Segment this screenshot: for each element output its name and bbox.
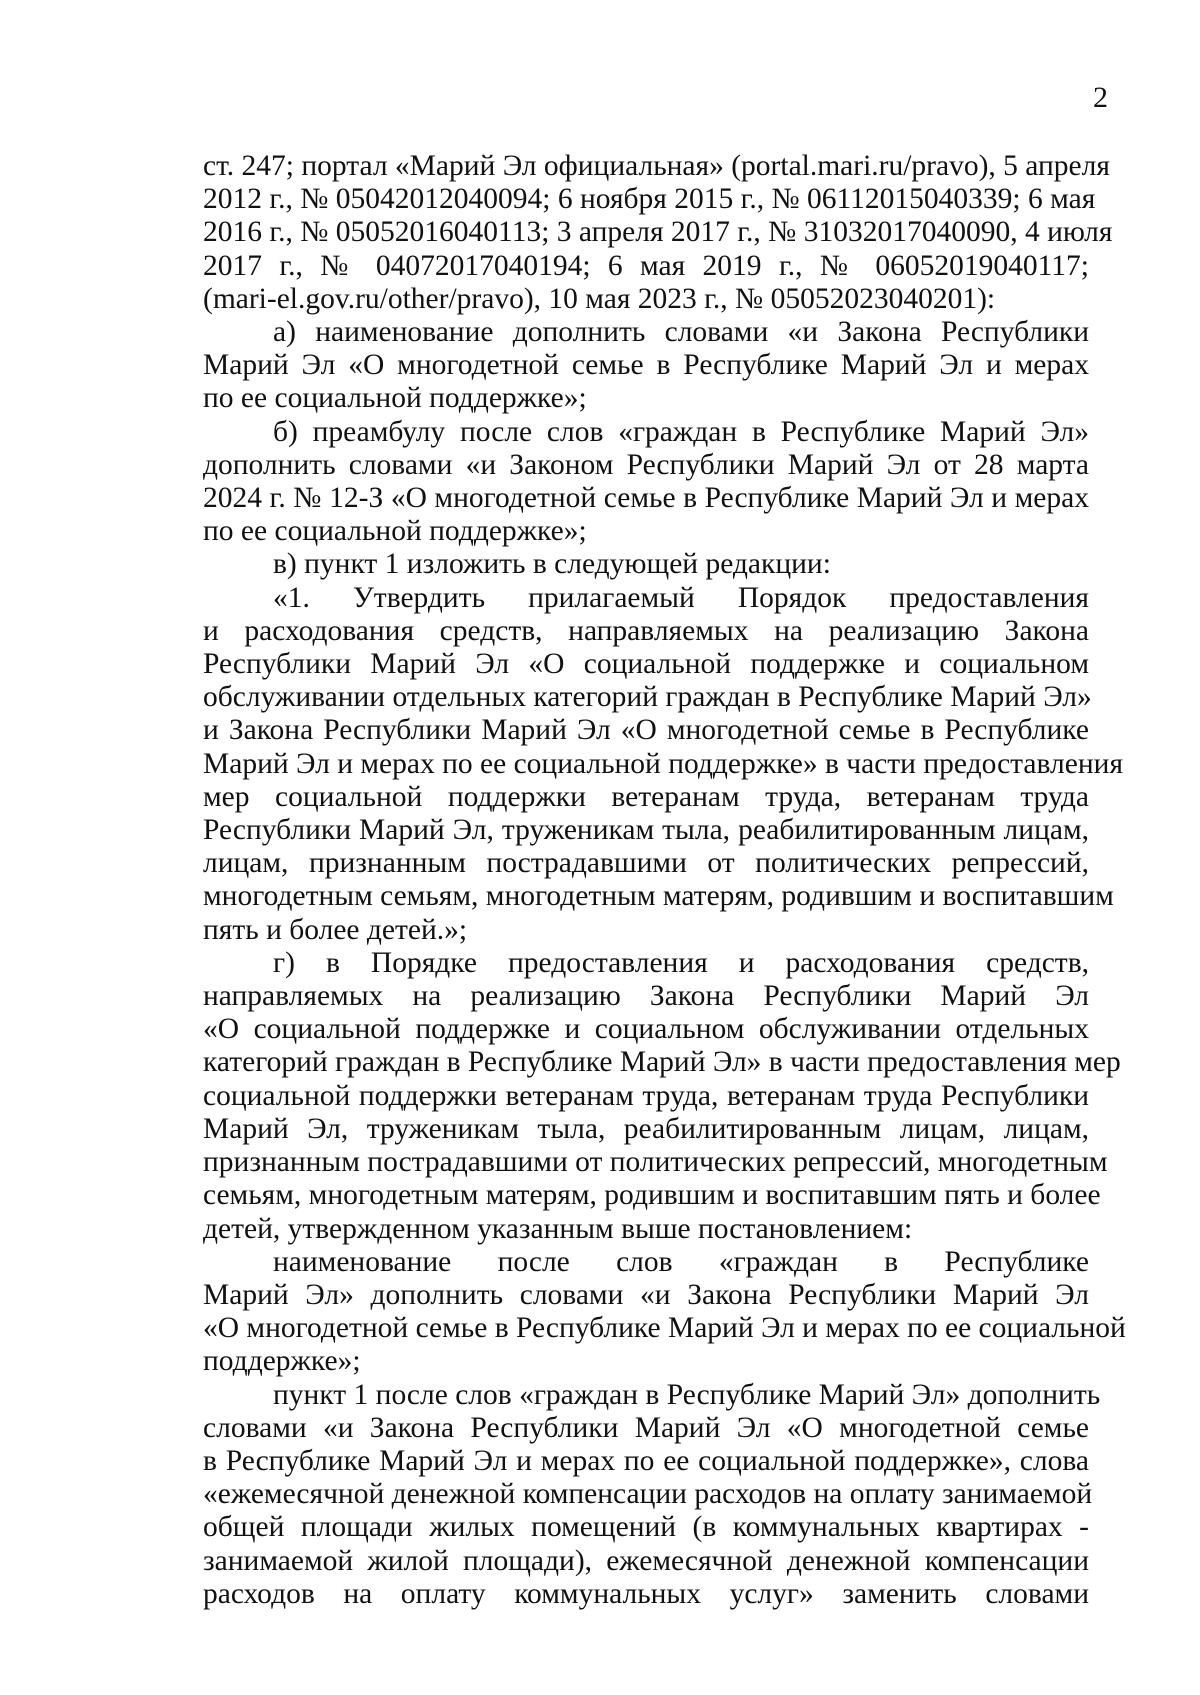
text-line: словами «и Закона Республики Марий Эл «О многодетной семье: [203, 1411, 1089, 1444]
text-line: Республики Марий Эл, труженикам тыла, реабилитированным лицам,: [203, 814, 1089, 847]
text-line: детей, утвержденном указанным выше постановлением:: [203, 1212, 913, 1245]
text-line: б) преамбулу после слов «граждан в Республике Марий Эл»: [273, 415, 1089, 448]
text-line: признанным пострадавшими от политических репрессий, многодетным: [203, 1146, 1108, 1179]
text-line: Республики Марий Эл «О социальной поддержке и социальном: [203, 648, 1089, 681]
text-line: «1. Утвердить прилагаемый Порядок предоставления: [273, 581, 1089, 614]
paragraph: [203, 416, 1089, 549]
text-line: категорий граждан в Республике Марий Эл» в части предоставления мер: [203, 1046, 1121, 1079]
text-line: Марий Эл и мерах по ее социальной поддержке» в части предоставления: [203, 747, 1124, 780]
text-line: 2016 г., № 05052016040113; 3 апреля 2017 г., № 31032017040090, 4 июля: [203, 216, 1113, 249]
page-number: 2: [1093, 81, 1108, 114]
document-body: [203, 150, 1126, 1611]
text-line: 2017 г., № 04072017040194; 6 мая 2019 г., № 06052019040117;: [203, 249, 1089, 282]
text-line: расходов на оплату коммунальных услуг» заменить словами: [203, 1577, 1089, 1610]
text-line: лицам, признанным пострадавшими от политических репрессий,: [203, 847, 1089, 880]
text-line: направляемых на реализацию Закона Республики Марий Эл: [203, 980, 1089, 1013]
text-line: поддержке»;: [203, 1345, 361, 1378]
text-line: пять и более детей.»;: [203, 913, 468, 946]
text-line: семьям, многодетным матерям, родившим и воспитавшим пять и более: [203, 1179, 1101, 1212]
text-line: Марий Эл» дополнить словами «и Закона Республики Марий Эл: [203, 1278, 1089, 1311]
text-line: «О многодетной семье в Республике Марий Эл и мерах по ее социальной: [203, 1312, 1126, 1345]
text-line: 2024 г. № 12-З «О многодетной семье в Республике Марий Эл и мерах: [203, 482, 1089, 515]
paragraph: [203, 581, 1124, 947]
text-line: «ежемесячной денежной компенсации расходов на оплату занимаемой: [203, 1478, 1093, 1511]
paragraph: [203, 150, 1113, 316]
text-line: в Республике Марий Эл и мерах по ее социальной поддержке», слова: [203, 1444, 1089, 1477]
text-line: «О социальной поддержке и социальном обслуживании отдельных: [203, 1013, 1089, 1046]
text-line: и расходования средств, направляемых на реализацию Закона: [203, 614, 1089, 647]
paragraph: [203, 1245, 1126, 1379]
text-line: дополнить словами «и Законом Республики Марий Эл от 28 марта: [203, 448, 1089, 481]
text-line: социальной поддержки ветеранам труда, ветеранам труда Республики: [203, 1079, 1089, 1112]
text-line: обслуживании отдельных категорий граждан в Республике Марий Эл»: [203, 681, 1092, 714]
paragraph: [203, 316, 1089, 416]
text-line: и Закона Республики Марий Эл «О многодетной семье в Республике: [203, 714, 1089, 747]
text-line: (mari-el.gov.ru/other/pravo), 10 мая 2023 г., № 05052023040201):: [203, 282, 996, 315]
text-line: г) в Порядке предоставления и расходования средств,: [273, 946, 1089, 979]
text-line: пункт 1 после слов «граждан в Республике Марий Эл» дополнить: [273, 1378, 1101, 1411]
text-line: многодетным семьям, многодетным матерям, родившим и воспитавшим: [203, 880, 1114, 913]
paragraph: [203, 946, 1121, 1246]
text-line: занимаемой жилой площади), ежемесячной денежной компенсации: [203, 1544, 1089, 1577]
text-line: а) наименование дополнить словами «и Закона Республики: [273, 316, 1089, 349]
paragraph: [203, 1378, 1101, 1611]
text-line: Марий Эл «О многодетной семье в Республике Марий Эл и мерах: [203, 349, 1089, 382]
text-line: 2012 г., № 05042012040094; 6 ноября 2015 г., № 06112015040339; 6 мая: [203, 183, 1096, 216]
text-line: общей площади жилых помещений (в коммунальных квартирах -: [203, 1511, 1089, 1544]
text-line: ст. 247; портал «Марий Эл официальная» (portal.mari.ru/pravo), 5 апреля: [203, 150, 1110, 182]
text-line: по ее социальной поддержке»;: [203, 382, 587, 415]
text-line: в) пункт 1 изложить в следующей редакции:: [273, 548, 831, 581]
text-line: наименование после слов «граждан в Республике: [273, 1245, 1089, 1278]
paragraph: [203, 548, 1089, 581]
text-line: по ее социальной поддержке»;: [203, 515, 587, 548]
text-line: Марий Эл, труженикам тыла, реабилитированным лицам, лицам,: [203, 1112, 1089, 1145]
text-line: мер социальной поддержки ветеранам труда, ветеранам труда: [203, 780, 1089, 813]
